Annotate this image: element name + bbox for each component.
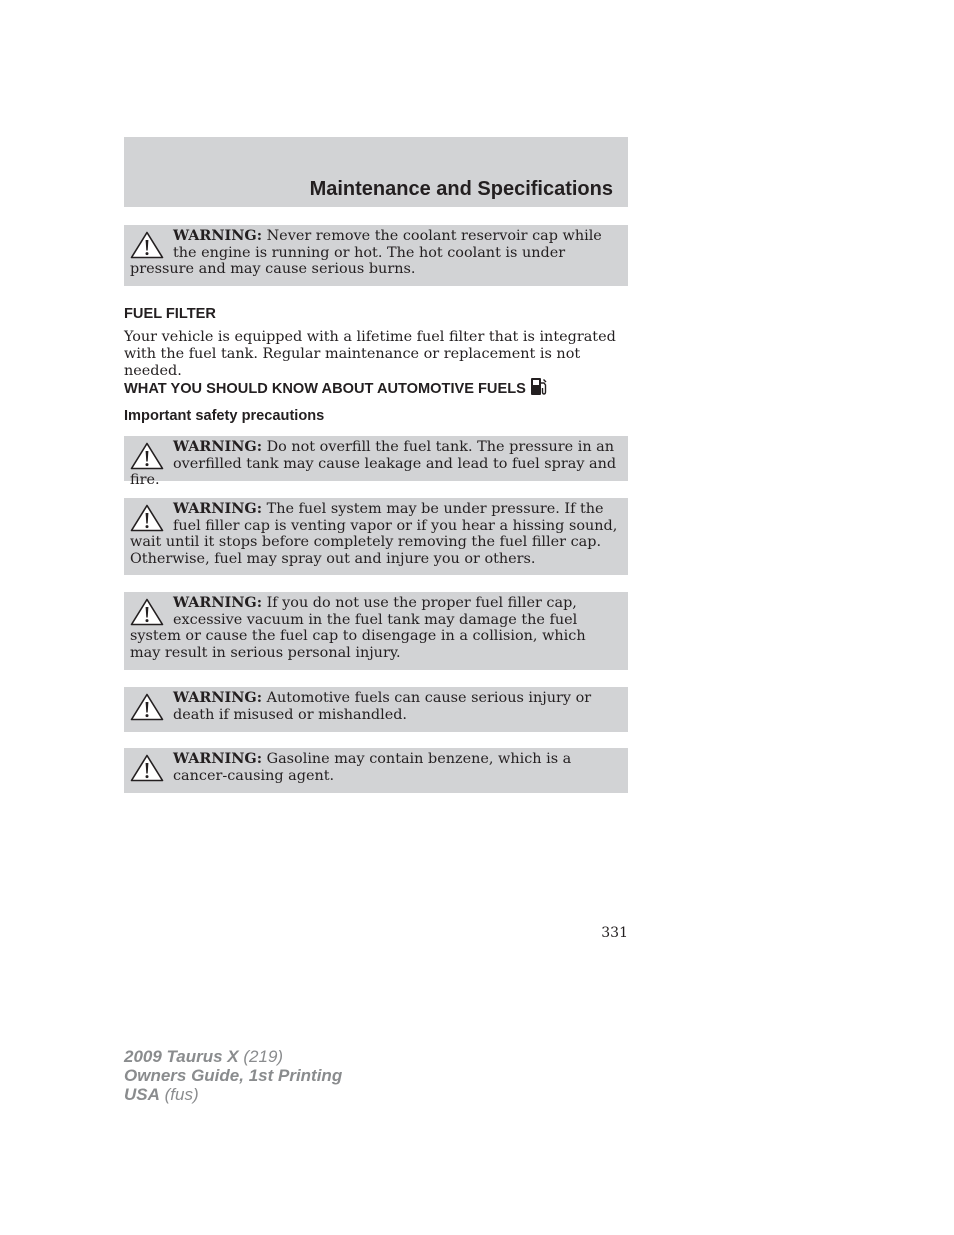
warning-text: If you do not use the proper fuel filler cap, excessive vacuum in the fuel tank may damage the fuel system or cause the fuel cap to disengage in a collision, which may result in serious personal injury. xyxy=(130,595,586,661)
warning-triangle-icon xyxy=(130,598,164,626)
footer-market: USA xyxy=(124,1085,160,1104)
warning-triangle-icon xyxy=(130,231,164,259)
warning-label: WARNING: xyxy=(173,594,263,611)
warning-text: Never remove the coolant reservoir cap while the engine is running or hot. The hot coolant is under pressure and may cause serious burns. xyxy=(130,228,602,278)
footer-model: 2009 Taurus X xyxy=(124,1047,239,1066)
warning-label: WARNING: xyxy=(173,227,263,244)
warning-box-benzene xyxy=(124,748,628,793)
fuel-filter-heading: FUEL FILTER xyxy=(124,306,216,322)
warning-label: WARNING: xyxy=(173,750,263,767)
warning-text: The fuel system may be under pressure. If the fuel filler cap is venting vapor or if you hear a hissing sound, wait until it stops before completely removing the fuel filler cap. Otherwise, fuel may spray out and injure you or others. xyxy=(130,501,618,567)
warning-box-coolant xyxy=(124,225,628,286)
warning-triangle-icon xyxy=(130,504,164,532)
warning-box-overfill xyxy=(124,436,628,489)
warning-label: WARNING: xyxy=(173,689,263,706)
section-title: Maintenance and Specifications xyxy=(309,178,613,200)
automotive-fuels-heading-text: WHAT YOU SHOULD KNOW ABOUT AUTOMOTIVE FUELS xyxy=(124,381,526,397)
warning-box-fuel-injury xyxy=(124,687,628,732)
page-number: 331 xyxy=(601,925,628,941)
document-footer xyxy=(124,1047,342,1104)
warning-box-fuel-pressure xyxy=(124,498,628,575)
warning-triangle-icon xyxy=(130,754,164,782)
automotive-fuels-heading xyxy=(124,377,548,397)
footer-model-code: (219) xyxy=(238,1047,284,1066)
warning-box-filler-cap xyxy=(124,592,628,670)
warning-text: Automotive fuels can cause serious injury or death if misused or mishandled. xyxy=(173,690,592,723)
warning-label: WARNING: xyxy=(173,500,263,517)
warning-label: WARNING: xyxy=(173,438,263,455)
warning-text: Gasoline may contain benzene, which is a cancer-causing agent. xyxy=(173,751,572,784)
safety-precautions-subheading: Important safety precautions xyxy=(124,408,325,424)
warning-text: Do not overfill the fuel tank. The pressure in an overfilled tank may cause leakage and lead to fuel spray and fire. xyxy=(130,439,617,489)
warning-triangle-icon xyxy=(130,442,164,470)
fuel-pump-icon xyxy=(530,377,548,396)
warning-triangle-icon xyxy=(130,693,164,721)
footer-market-code: (fus) xyxy=(159,1085,199,1104)
footer-line-market xyxy=(124,1085,342,1104)
section-header-bar xyxy=(124,137,628,207)
footer-edition: Owners Guide, 1st Printing xyxy=(124,1066,343,1085)
fuel-filter-body: Your vehicle is equipped with a lifetime fuel filter that is integrated with the fuel tank. Regular maintenance or replacement is not needed. xyxy=(124,329,616,379)
footer-line-model xyxy=(124,1047,342,1066)
